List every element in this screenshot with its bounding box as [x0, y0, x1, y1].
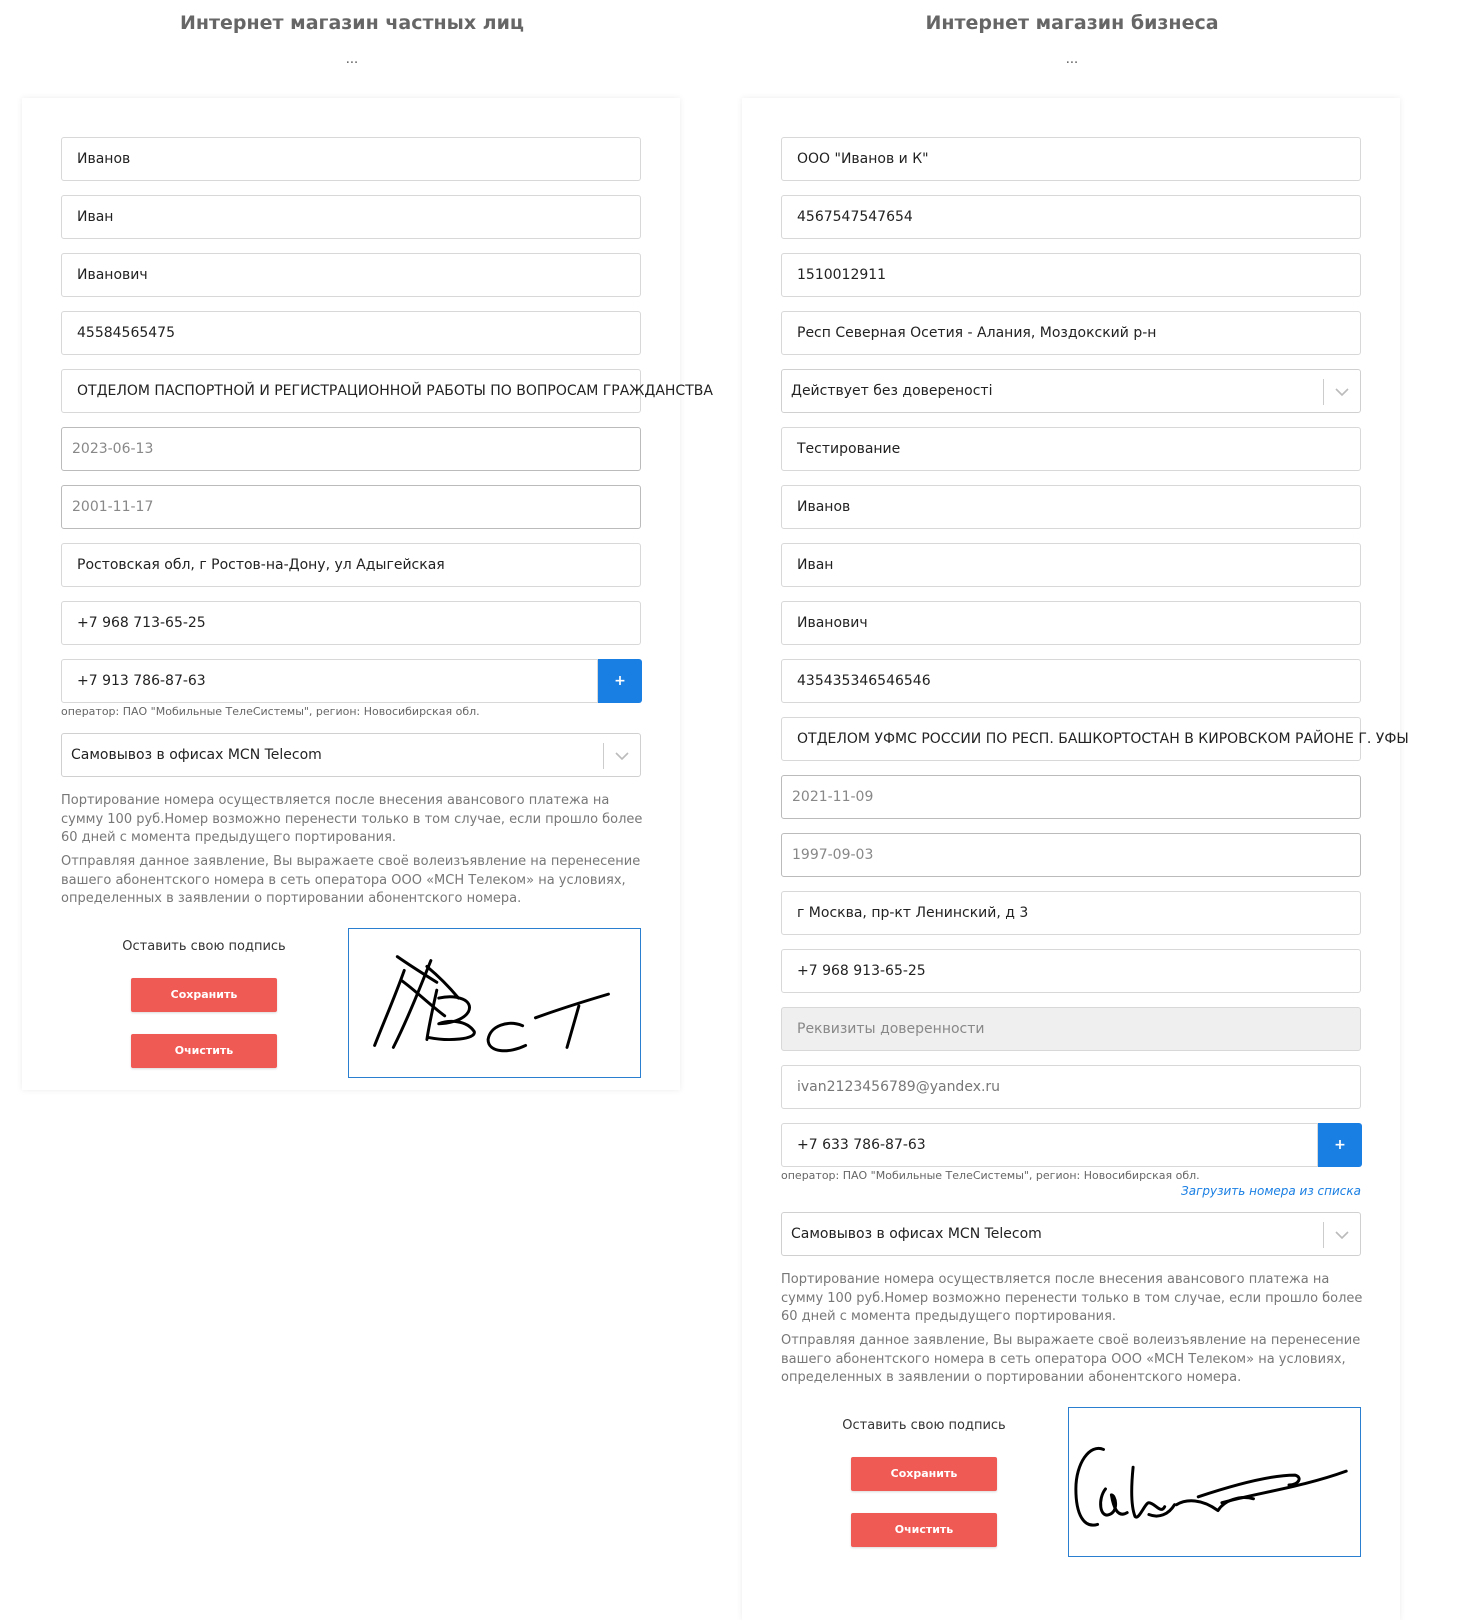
issued-by-input[interactable]: ОТДЕЛОМ УФМС РОССИИ ПО РЕСП. БАШКОРТОСТАН В КИРОВСКОМ РАЙОНЕ Г. УФЫ — [781, 717, 1361, 761]
email-input[interactable]: ivan2123456789@yandex.ru — [781, 1065, 1361, 1109]
porting-info-text: Портирование номера осуществляется после внесения авансового платежа на сумму 100 руб.Номер возможно перенести только в том случае, если прошло более 60 дней с момента предыдущего портирования. — [781, 1272, 1363, 1324]
left-title-dots: ... — [345, 52, 359, 67]
birth-date-input[interactable]: 2001-11-17 — [61, 485, 641, 529]
signature-label: Оставить свою подпись — [842, 1418, 1006, 1433]
first-name-input[interactable]: Иван — [781, 543, 1361, 587]
address-input[interactable]: г Москва, пр-кт Ленинский, д 3 — [781, 891, 1361, 935]
left-form-card — [22, 98, 713, 1090]
delivery-select[interactable] — [61, 733, 641, 777]
port-phone-input[interactable]: +7 633 786-87-63 — [781, 1123, 1318, 1167]
consent-text: Отправляя данное заявление, Вы выражаете своё волеизъявление на перенесение вашего абонентского номера в сеть оператора ООО «МСН Телеком» на условиях, определенных в заявлении о портировании абонентского номера. — [781, 1333, 1361, 1385]
signature-pad[interactable] — [1068, 1407, 1361, 1557]
delivery-select[interactable] — [781, 1212, 1361, 1256]
passport-number-input[interactable]: 435435346546546 — [781, 659, 1361, 703]
position-input[interactable]: Тестирование — [781, 427, 1361, 471]
chevron-down-icon — [1332, 1226, 1352, 1244]
chevron-down-icon — [1332, 383, 1352, 401]
issue-date-input[interactable]: 2023-06-13 — [61, 427, 641, 471]
right-title-dots: ... — [1065, 52, 1079, 67]
address-input[interactable]: Ростовская обл, г Ростов-на-Дону, ул Адыгейская — [61, 543, 641, 587]
load-numbers-link[interactable]: Загрузить номера из списка — [1181, 1184, 1361, 1198]
middle-name-input[interactable]: Иванович — [61, 253, 641, 297]
clear-signature-button[interactable]: Очистить — [851, 1513, 997, 1547]
add-phone-button[interactable]: + — [1318, 1123, 1362, 1167]
port-phone-input[interactable]: +7 913 786-87-63 — [61, 659, 598, 703]
birth-date-input[interactable]: 1997-09-03 — [781, 833, 1361, 877]
operator-note: оператор: ПАО "Мобильные ТелеСистемы", регион: Новосибирская обл. — [781, 1169, 1200, 1182]
right-form-card — [742, 98, 1409, 1620]
consent-text: Отправляя данное заявление, Вы выражаете своё волеизъявление на перенесение вашего абонентского номера в сеть оператора ООО «МСН Телеком» на условиях, определенных в заявлении о портировании абонентского номера. — [61, 854, 641, 906]
select-separator — [1323, 379, 1324, 405]
first-name-input[interactable]: Иван — [61, 195, 641, 239]
contact-phone-input[interactable]: +7 968 913-65-25 — [781, 949, 1361, 993]
right-page-title: Интернет магазин бизнеса — [925, 12, 1219, 34]
clear-signature-button[interactable]: Очистить — [131, 1034, 277, 1068]
ogrn-input[interactable]: 4567547547654 — [781, 195, 1361, 239]
authority-select[interactable] — [781, 369, 1361, 413]
passport-number-input[interactable]: 45584565475 — [61, 311, 641, 355]
last-name-input[interactable]: Иванов — [61, 137, 641, 181]
save-signature-button[interactable]: Сохранить — [131, 978, 277, 1012]
issued-by-input[interactable]: ОТДЕЛОМ ПАСПОРТНОЙ И РЕГИСТРАЦИОННОЙ РАБОТЫ ПО ВОПРОСАМ ГРАЖДАНСТВА — [61, 369, 641, 413]
porting-info-text: Портирование номера осуществляется после внесения авансового платежа на сумму 100 руб.Номер возможно перенести только в том случае, если прошло более 60 дней с момента предыдущего портирования. — [61, 793, 643, 845]
signature-drawing — [1069, 1408, 1360, 1556]
delivery-select-value: Самовывоз в офисах MCN Telecom — [791, 1226, 1042, 1242]
signature-drawing — [349, 929, 640, 1077]
select-separator — [1323, 1222, 1324, 1248]
chevron-down-icon — [612, 747, 632, 765]
signature-label: Оставить свою подпись — [122, 939, 286, 954]
poa-details-input[interactable]: Реквизиты доверенности — [781, 1007, 1361, 1051]
add-phone-button[interactable]: + — [598, 659, 642, 703]
authority-select-value: Действует без довереності — [791, 383, 993, 399]
company-name-input[interactable]: ООО "Иванов и К" — [781, 137, 1361, 181]
contact-phone-input[interactable]: +7 968 713-65-25 — [61, 601, 641, 645]
select-separator — [603, 743, 604, 769]
legal-address-input[interactable]: Респ Северная Осетия - Алания, Моздокский р-н — [781, 311, 1361, 355]
middle-name-input[interactable]: Иванович — [781, 601, 1361, 645]
delivery-select-value: Самовывоз в офисах MCN Telecom — [71, 747, 322, 763]
signature-pad[interactable] — [348, 928, 641, 1078]
last-name-input[interactable]: Иванов — [781, 485, 1361, 529]
inn-input[interactable]: 1510012911 — [781, 253, 1361, 297]
operator-note: оператор: ПАО "Мобильные ТелеСистемы", регион: Новосибирская обл. — [61, 705, 480, 718]
save-signature-button[interactable]: Сохранить — [851, 1457, 997, 1491]
issue-date-input[interactable]: 2021-11-09 — [781, 775, 1361, 819]
left-page-title: Интернет магазин частных лиц — [180, 12, 524, 34]
